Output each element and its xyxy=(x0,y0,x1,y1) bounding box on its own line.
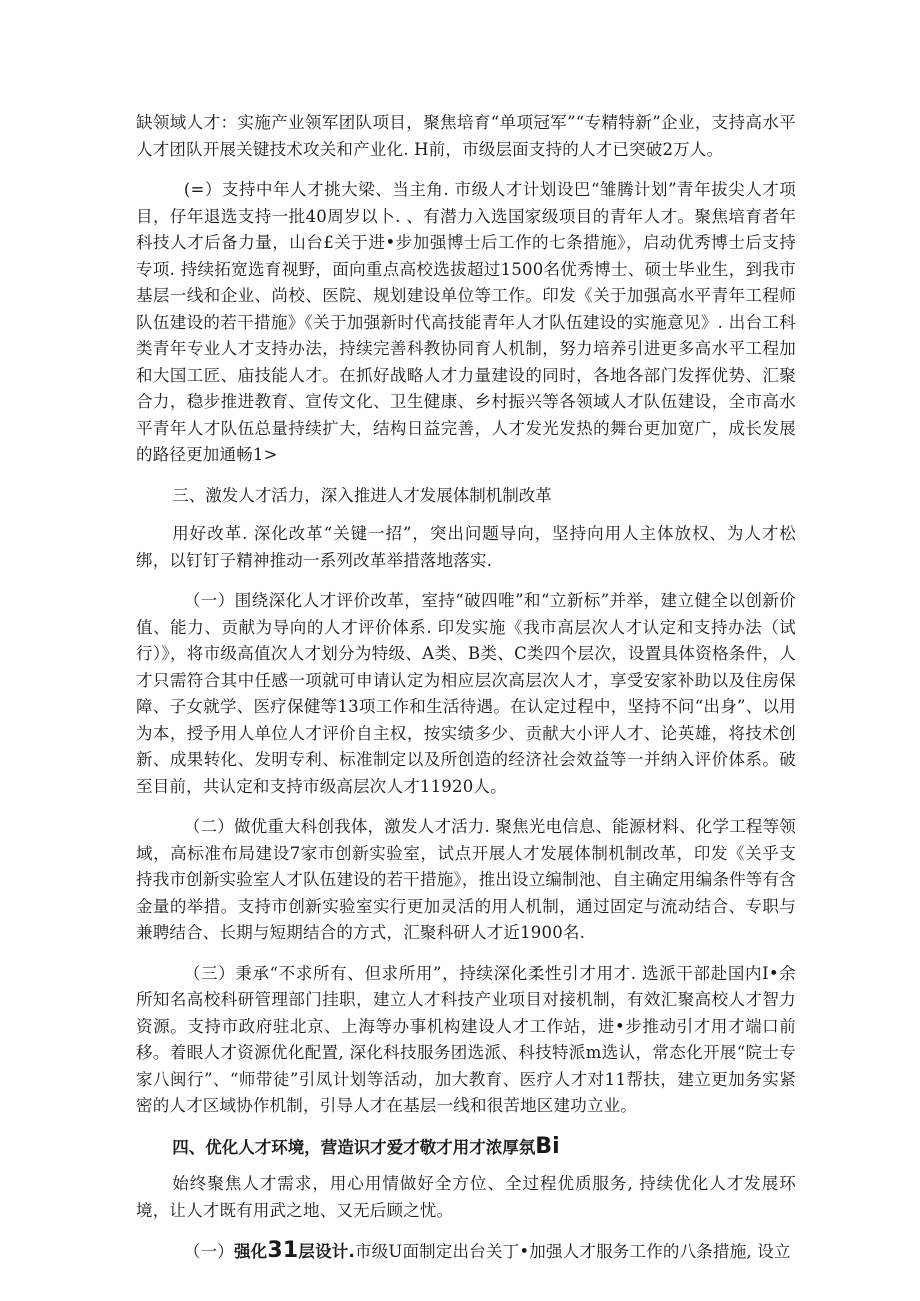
para8-bold-1: 强化 xyxy=(233,1242,268,1261)
paragraph-flexible-talent: （三）秉承“不求所有、但求所用”，持续深化柔性引才用才. 选派干部赴国内I•余所知名高校科研管理部门挂职，建立人才科技产业项目对接机制，有效汇聚高校人才智力资源。支持市政府驻北京、上海等办事机构建设人才工作站，进•步推动引才用才端口前移。着眼人才资源优化配置, 深化科技服务团选派、科技特派m选认，常态化开展“院士专家八闽行”、“师带徒”引凤计划等活动，加大教育、医疗人才对11帮扶，建立更加务实紧密的人才区域协作机制，引导人才在基层一线和很苦地区建功立业。 xyxy=(136,963,796,1115)
section-heading-4 xyxy=(136,1134,796,1162)
section-heading-4-text: 四、优化人才环境，营造识才爱才敬才用才浓厚氛 xyxy=(172,1137,536,1157)
para8-rest: 市级U面制定出台关丁•加强人才服务工作的八条措施, 设立 xyxy=(354,1242,791,1261)
para8-big: 31 xyxy=(267,1238,299,1263)
paragraph-top-level-design xyxy=(136,1238,796,1266)
section-heading-4-artifact: Bi xyxy=(535,1133,560,1159)
paragraph-evaluation-reform: （一）围绕深化人才评价改革，室持“破四唯”和“立新标”并举，建立健全以创新价值、能力、贡献为导向的人才评价体系. 印发实施《我市高层次人才认定和支持办法（试行）》，将市级高值次人才划分为特级、A类、B类、C类四个层次，设置具体资格条件，人才只需符合其中任感一项就可申请认定为相应层次高层次人才，享受安家补助以及住房保障、子女就学、医疗保健等13项工作和生活待遇。在认定过程中，坚持不问“出身”、以用为本，授予用人单位人才评价自主权，按实绩多少、贡献大小评人才、论英雄，将技术创新、成果转化、发明专利、标准制定以及所创造的经济社会效益等一并纳入评价体系。破至目前，共认定和支持市级高层次人才11920人。 xyxy=(136,591,796,796)
paragraph-environment-intro: 始终聚焦人才需求，用心用情做好全方位、全过程优质服务, 持续优化人才发展环境，让人才既有用武之地、又无后顾之忧。 xyxy=(136,1174,796,1220)
para8-prefix: （一） xyxy=(183,1242,234,1261)
paragraph-reform-intro: 用好改革. 深化改革“关键一招”，突出问题导向，坚持向用人主体放权、为人才松绑，以钉钉子精神推动一系列改革举措落地落实. xyxy=(136,524,796,570)
paragraph-innovation-labs: （二）做优重大科创我体，激发人才活力. 聚焦光电信息、能源材料、化学工程等领域，高标准布局建设7家市创新实验室，试点开展人才发展体制机制改革，印发《关乎支持我市创新实验室人才队伍建设的若干措施》，推出设立编制池、自主确定用编条件等有含金量的举措。支持市创新实验室实行更加灵活的用人机制，通过固定与流动结合、专职与兼聘结合、长期与短期结合的方式，汇聚科研人才近1900名. xyxy=(136,817,796,942)
para8-bold-2: 层设计. xyxy=(298,1242,355,1261)
document-page xyxy=(136,110,796,1266)
section-heading-3: 三、激发人才活力，深入推进人才发展体制机制改革 xyxy=(172,485,552,505)
paragraph-young-talent: (=）支持中年人才挑大梁、当主角. 市级人才计划设巴“雏腾计划”青年拔尖人才项目，仔年退选支持一批40周岁以卜. 、有潜力入选国家级项目的青年人才。聚焦培育者年科技人才后备力量，山台£关于进•步加强博士后工作的七条措施》，启动优秀博士后支持专项. 持续拓宽选育视野，面向重点高校选拔超过1500名优秀博士、硕士毕业生，到我市基层一线和企业、尚校、医院、规划建设单位等工作。印发《关于加强高水平青年工程师队伍建设的若干措施》《关于加强新时代高技能青年人才队伍建设的实施意见》. 出台工科类青年专业人才支持办法，持续完善科教协同育人机制，努力培养引进更多高水平工程加和大国工匠、庙技能人才。在抓好战略人才力量建设的同时，各地各部门发挥优势、汇聚合力，稳步推进教育、宣传文化、卫生健康、乡村振兴等各领域人才队伍建设，全市高水平青年人才队伍总量持续扩大，结构日益完善，人才发光发热的舞台更加宽广，成长发展的路径更加通畅1> xyxy=(136,180,796,464)
paragraph-talent-teams: 缺领域人才：实施产业领军团队项目，聚焦培育“单项冠军”“专精特新”企业，支持高水平人才团队开展关键技术攻关和产业化. H前，市级层面支持的人才已突破2万人。 xyxy=(136,113,796,159)
